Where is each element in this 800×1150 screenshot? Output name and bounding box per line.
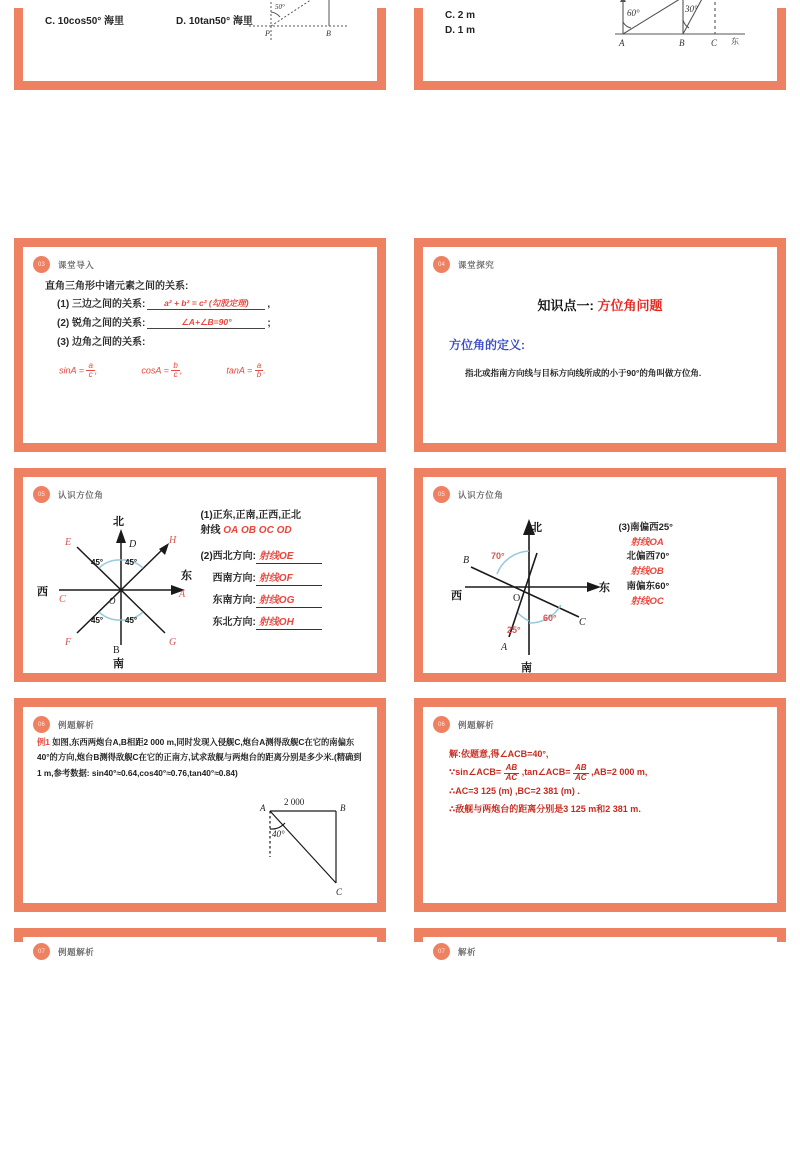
slide-01-canvas bbox=[23, 3, 377, 81]
option-c: C. 2 m bbox=[445, 10, 476, 21]
trig-tan-tail: . bbox=[263, 365, 266, 376]
trig-cos-fn: cosA bbox=[141, 365, 162, 376]
slide-cell-7 bbox=[0, 690, 400, 920]
frac-ab-ac-2 bbox=[573, 764, 589, 782]
svg-text:西: 西 bbox=[37, 586, 48, 598]
badge-label: 课堂导入 bbox=[58, 259, 95, 270]
trig-sin-fn: sinA bbox=[59, 365, 77, 376]
badge-label: 例题解析 bbox=[58, 719, 95, 730]
svg-text:B: B bbox=[463, 555, 470, 566]
slide-cell-5 bbox=[0, 460, 400, 690]
svg-text:60°: 60° bbox=[627, 8, 640, 18]
svg-text:40°: 40° bbox=[272, 829, 285, 839]
trig-cos-den: c bbox=[173, 370, 178, 380]
slide-10-header bbox=[423, 937, 777, 960]
direction-label-ne: 东北方向: bbox=[212, 617, 256, 628]
relation-item-3 bbox=[57, 333, 363, 348]
definition-title: 方位角的定义: bbox=[449, 338, 525, 352]
knowledge-prefix: 知识点一: bbox=[537, 298, 594, 313]
slide-10[interactable] bbox=[414, 928, 786, 957]
slide-cell-9 bbox=[0, 920, 400, 957]
example-text: 如图,东西两炮台A,B相距2 000 m,同时发现入侵舰C,炮台A测得敌舰C在它的南偏东40°的方向,炮台B测得敌舰C在它的正南方,试求敌舰与两炮台的距离分别是多少米.(精确到1 m,参考数据: sin40°≈0.64,cos40°≈0.76,tan40°≈0.84) bbox=[37, 737, 362, 778]
svg-text:C: C bbox=[59, 594, 66, 605]
direction-label-sw: 西南方向: bbox=[212, 573, 256, 584]
definition-body: 指北或指南方向线与目标方向线所成的小于90°的角叫做方位角. bbox=[465, 368, 702, 378]
badge-number-icon: 04 bbox=[433, 256, 450, 273]
svg-text:北: 北 bbox=[113, 516, 124, 528]
ray-oa: OA bbox=[223, 524, 239, 536]
relation-item-1 bbox=[57, 295, 363, 310]
relation-label-1: (1) 三边之间的关系: bbox=[57, 299, 146, 310]
slide-03-canvas bbox=[23, 247, 377, 443]
svg-text:45°: 45° bbox=[91, 558, 104, 567]
solution-block bbox=[423, 733, 777, 819]
relation-item-2 bbox=[57, 314, 363, 329]
slide-08[interactable] bbox=[414, 698, 786, 912]
trig-tan-num: a bbox=[256, 361, 262, 370]
badge-number-icon: 07 bbox=[433, 943, 450, 960]
svg-text:50°: 50° bbox=[275, 3, 285, 11]
relation-tail-2: ; bbox=[267, 318, 271, 329]
svg-text:东: 东 bbox=[181, 570, 192, 582]
svg-text:F: F bbox=[65, 637, 72, 648]
slide-06-canvas bbox=[423, 477, 777, 673]
svg-text:B: B bbox=[679, 38, 685, 48]
slide-09-canvas bbox=[23, 937, 377, 957]
slide-01[interactable] bbox=[14, 3, 386, 90]
trig-sin-frac bbox=[86, 362, 94, 380]
svg-text:B: B bbox=[326, 29, 331, 38]
svg-text:A: A bbox=[501, 642, 508, 653]
cardinal-line-1: (1)正东,正南,正西,正北 bbox=[200, 510, 302, 521]
slide-05[interactable] bbox=[14, 468, 386, 682]
compass-8-ray-diagram bbox=[23, 503, 196, 671]
slide-cell-2 bbox=[400, 0, 800, 90]
direction-label-nw: (2)西北方向: bbox=[200, 551, 257, 562]
bearing-label-3: 南偏东60° bbox=[626, 580, 670, 592]
svg-text:C: C bbox=[336, 887, 343, 897]
right-triangle-ABC bbox=[252, 791, 367, 899]
trig-sin-den: c bbox=[88, 370, 93, 380]
ray-ob: OB bbox=[241, 524, 257, 536]
trig-cos-tail: , bbox=[179, 365, 183, 376]
elevation-diagram-A-B-C bbox=[605, 0, 755, 50]
slide-07-header bbox=[23, 707, 377, 733]
svg-text:C: C bbox=[579, 617, 586, 628]
trig-sin: sinA = $\frac{a}{c}$ , bbox=[59, 361, 98, 380]
frac-ab-ac-1 bbox=[504, 764, 520, 782]
svg-text:C: C bbox=[711, 38, 718, 48]
slide-02-canvas bbox=[423, 4, 777, 81]
trig-cos-frac bbox=[171, 362, 179, 380]
svg-text:45°: 45° bbox=[91, 616, 104, 625]
badge-number-icon: 06 bbox=[433, 716, 450, 733]
trig-sin-tail: , bbox=[94, 365, 98, 376]
trig-cos-num: b bbox=[173, 361, 178, 370]
bearing-diagram-P-A-B bbox=[243, 0, 353, 48]
svg-text:北: 北 bbox=[531, 522, 542, 534]
direction-value-nw: 射线OE bbox=[256, 547, 322, 564]
slide-05-header bbox=[23, 477, 377, 503]
slide-05-text bbox=[196, 503, 377, 671]
example-tag: 例1 bbox=[37, 737, 50, 747]
trig-formula-row bbox=[59, 362, 363, 380]
badge-number-icon: 03 bbox=[33, 256, 50, 273]
badge-label: 认识方位角 bbox=[58, 489, 104, 500]
slide-10-canvas bbox=[423, 937, 777, 957]
slide-cell-3 bbox=[0, 230, 400, 460]
direction-row-se bbox=[200, 591, 371, 608]
slide-09-header bbox=[23, 937, 377, 960]
svg-text:25°: 25° bbox=[507, 625, 521, 635]
trig-tan-fn: tanA bbox=[226, 365, 245, 376]
option-d: D. 10tan50° 海里 bbox=[176, 16, 253, 27]
svg-text:45°: 45° bbox=[125, 558, 138, 567]
relation-blank-1: a² + b² = c² (勾股定理) bbox=[147, 297, 265, 310]
svg-text:B: B bbox=[113, 645, 120, 656]
badge-label: 例题解析 bbox=[458, 719, 495, 730]
bearing-angles-diagram bbox=[423, 503, 610, 674]
ray-oc: OC bbox=[258, 524, 274, 536]
svg-text:O: O bbox=[513, 593, 521, 604]
solution-line-1: 解:依题意,得∠ACB=40°, bbox=[449, 749, 549, 759]
slide-cell-10 bbox=[400, 920, 800, 957]
slide-02[interactable] bbox=[414, 4, 786, 90]
bearing-label-2: 北偏西70° bbox=[626, 551, 670, 563]
slide-04-body bbox=[423, 273, 777, 441]
slide-04-header bbox=[423, 247, 777, 273]
trig-tan: tanA = $\frac{a}{b}$ . bbox=[226, 361, 266, 380]
solution-line-2c: ,AB=2 000 m, bbox=[591, 767, 648, 778]
svg-text:70°: 70° bbox=[491, 551, 505, 561]
bearing-ray-1: 射线OA bbox=[630, 536, 664, 548]
slide-05-canvas bbox=[23, 477, 377, 673]
svg-text:东: 东 bbox=[731, 37, 739, 46]
solution-line-2 bbox=[449, 763, 777, 782]
svg-text:O: O bbox=[109, 596, 116, 606]
badge-label: 解析 bbox=[458, 946, 477, 957]
svg-text:A: A bbox=[179, 589, 186, 600]
example-paragraph bbox=[23, 733, 377, 781]
trig-tan-frac bbox=[255, 362, 263, 380]
slide-05-body bbox=[23, 503, 377, 671]
slide-cell-4 bbox=[400, 230, 800, 460]
slide-07-canvas bbox=[23, 707, 377, 903]
trig-sin-num: a bbox=[88, 361, 93, 370]
svg-text:P: P bbox=[265, 29, 270, 38]
svg-text:D: D bbox=[129, 539, 137, 550]
svg-text:东: 东 bbox=[599, 582, 610, 594]
slide-cell-6 bbox=[400, 460, 800, 690]
slide-04-canvas bbox=[423, 247, 777, 443]
knowledge-topic: 方位角问题 bbox=[597, 298, 663, 313]
bearing-ray-2: 射线OB bbox=[630, 566, 664, 578]
slide-06-body bbox=[423, 503, 777, 674]
relation-blank-2: ∠A+∠B=90° bbox=[147, 317, 265, 329]
direction-value-se: 射线OG bbox=[256, 591, 322, 608]
svg-text:45°: 45° bbox=[125, 616, 138, 625]
slide-06-header bbox=[423, 477, 777, 503]
direction-row-sw bbox=[200, 569, 371, 586]
badge-label: 认识方位角 bbox=[458, 489, 504, 500]
svg-text:西: 西 bbox=[451, 590, 462, 602]
svg-text:南: 南 bbox=[521, 662, 532, 674]
svg-text:60°: 60° bbox=[543, 613, 557, 623]
slide-06[interactable] bbox=[414, 468, 786, 682]
badge-number-icon: 05 bbox=[433, 486, 450, 503]
relation-label-3: (3) 边角之间的关系: bbox=[57, 337, 146, 348]
svg-text:南: 南 bbox=[113, 658, 124, 670]
svg-text:30°: 30° bbox=[685, 4, 698, 14]
relation-tail-1: , bbox=[267, 299, 271, 310]
direction-value-ne: 射线OH bbox=[256, 613, 322, 630]
solution-line-4: ∴敌舰与两炮台的距离分别是3 125 m和2 381 m. bbox=[449, 804, 641, 815]
solution-line-3: ∴AC=3 125 (m) ,BC=2 381 (m) . bbox=[449, 785, 580, 796]
slide-07[interactable] bbox=[14, 698, 386, 912]
relation-label-2: (2) 锐角之间的关系: bbox=[57, 318, 146, 329]
slide-08-canvas bbox=[423, 707, 777, 903]
slide-cell-1 bbox=[0, 0, 400, 90]
badge-number-icon: 05 bbox=[33, 486, 50, 503]
frac-num-2: AB bbox=[575, 763, 587, 773]
svg-text:E: E bbox=[65, 537, 72, 548]
slide-03-body bbox=[23, 273, 377, 441]
frac-den-2: AC bbox=[575, 772, 587, 782]
cardinal-line-2 bbox=[200, 524, 371, 539]
option-c: C. 10cos50° 海里 bbox=[45, 16, 125, 27]
slide-cell-8 bbox=[400, 690, 800, 920]
badge-label: 例题解析 bbox=[58, 946, 95, 957]
svg-text:H: H bbox=[169, 535, 177, 546]
slide-08-header bbox=[423, 707, 777, 733]
direction-row-ne bbox=[200, 613, 371, 630]
bearing-label-1: (3)南偏西25° bbox=[618, 522, 673, 533]
solution-line-2b: ,tan∠ACB= bbox=[521, 767, 571, 778]
slide-04[interactable] bbox=[414, 238, 786, 452]
direction-value-sw: 射线OF bbox=[256, 569, 322, 586]
ray-label: 射线 bbox=[200, 524, 221, 536]
slide-03-header bbox=[23, 247, 377, 273]
bearing-ray-3: 射线OC bbox=[630, 595, 664, 607]
svg-text:2 000: 2 000 bbox=[284, 797, 305, 807]
svg-text:A: A bbox=[619, 38, 625, 48]
trig-cos: cosA = $\frac{b}{c}$ , bbox=[141, 361, 183, 380]
ray-od: OD bbox=[276, 524, 292, 536]
direction-row-nw bbox=[200, 547, 371, 564]
badge-number-icon: 07 bbox=[33, 943, 50, 960]
frac-num-1: AB bbox=[505, 763, 518, 773]
frac-den-1: AC bbox=[505, 772, 518, 782]
option-d: D. 1 m bbox=[445, 25, 476, 36]
intro-title: 直角三角形中诸元素之间的关系: bbox=[45, 281, 189, 292]
slide-09[interactable] bbox=[14, 928, 386, 957]
slide-03[interactable] bbox=[14, 238, 386, 452]
trig-tan-den: b bbox=[256, 370, 262, 380]
badge-number-icon: 06 bbox=[33, 716, 50, 733]
knowledge-point-title bbox=[437, 295, 763, 314]
svg-text:G: G bbox=[169, 637, 177, 648]
svg-text:B: B bbox=[340, 803, 346, 813]
svg-text:A: A bbox=[260, 803, 266, 813]
direction-label-se: 东南方向: bbox=[212, 595, 256, 606]
badge-label: 课堂探究 bbox=[458, 259, 495, 270]
solution-line-2a: ∵sin∠ACB= bbox=[449, 767, 502, 778]
